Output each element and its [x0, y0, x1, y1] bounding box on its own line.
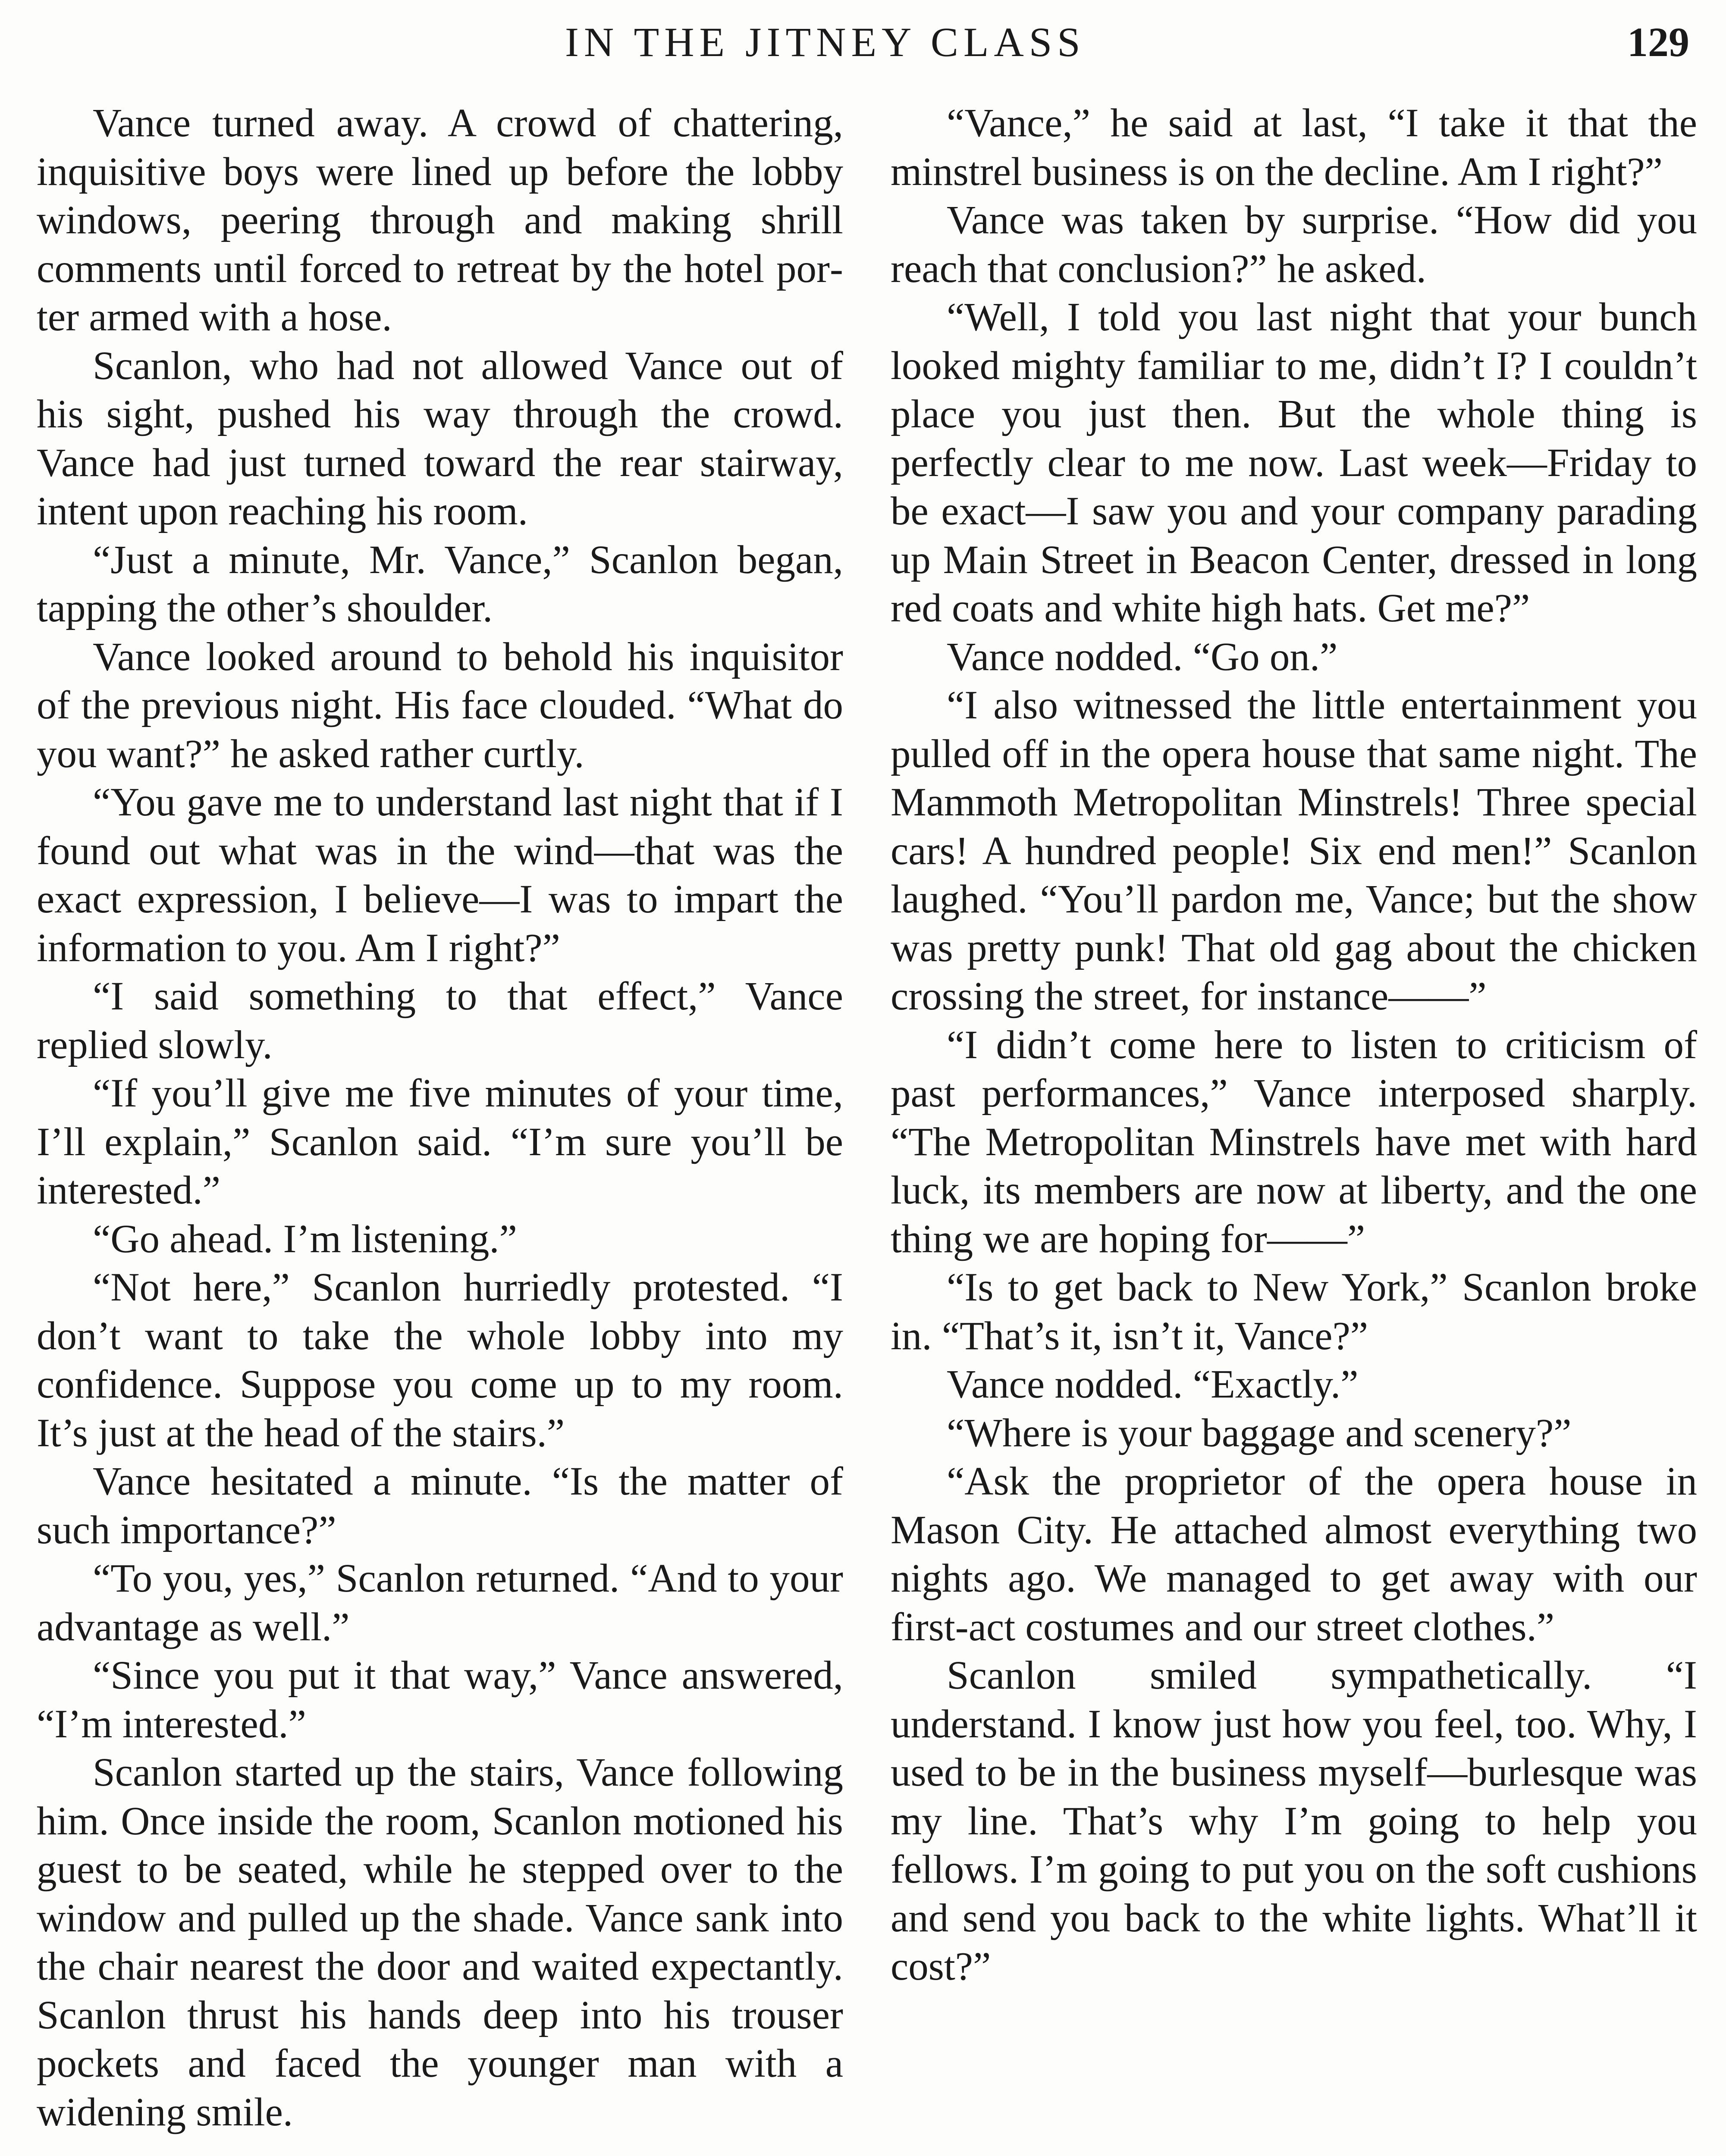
left-column	[37, 99, 843, 2137]
paragraph: “Since you put it that way,” Vance answered, “I’m interested.”	[37, 1653, 843, 1746]
paragraph: “You gave me to understand last night that if I found out what was in the wind—that was the exact expression, I believe—I was to impart the information to you. Am I right?”	[37, 780, 843, 970]
paragraph: Vance was taken by surprise. “How did you reach that conclusion?” he asked.	[891, 198, 1697, 291]
paragraph: “Is to get back to New York,” Scanlon broke in. “That’s it, isn’t it, Vance?”	[891, 1265, 1697, 1358]
paragraph: “If you’ll give me five minutes of your time, I’ll explain,” Scanlon said. “I’m sure you’ll be interested.”	[37, 1071, 843, 1213]
paragraph: Vance nodded. “Exactly.”	[947, 1362, 1359, 1407]
paragraph: “Where is your baggage and scenery?”	[947, 1410, 1572, 1455]
paragraph: “Ask the proprietor of the opera house in Mason City. He attached almost everything two nights ago. We managed to get away with our first-act costumes and our street clothes.”	[891, 1459, 1697, 1649]
paragraph: “Just a minute, Mr. Vance,” Scanlon began, tapping the other’s shoulder.	[37, 537, 843, 630]
paragraph: Vance hesitated a minute. “Is the matter of such importance?”	[37, 1459, 843, 1552]
paragraph: Vance nodded. “Go on.”	[947, 634, 1338, 679]
paragraph: Scanlon smiled sympathetically. “I understand. I know just how you feel, too. Why, I used to be in the business myself—burlesque was my line. That’s why I’m going to help you fellows. I’m going to put you on the soft cushions and send you back to the white lights. What’ll it cost?”	[891, 1653, 1697, 1989]
paragraph: “Not here,” Scanlon hurriedly protested. “I don’t want to take the whole lobby into my confidence. Suppose you come up to my room. It’s just at the head of the stairs.”	[37, 1265, 843, 1455]
right-column	[891, 99, 1697, 1991]
paragraph: “I didn’t come here to listen to criticism of past performances,” Vance interposed sharply. “The Metropolitan Minstrels have met with hard luck, its members are now at liberty, and the one thing we are hoping for——”	[891, 1022, 1697, 1261]
paragraph: Scanlon started up the stairs, Vance following him. Once inside the room, Scanlon motioned his guest to be seated, while he stepped over to the window and pulled up the shade. Vance sank into the chair nearest the door and waited expectantly. Scanlon thrust his hands deep into his trouser pockets and faced the younger man with a widening smile.	[37, 1750, 843, 2134]
paragraph: Scanlon, who had not allowed Vance out of his sight, pushed his way through the crowd. Vance had just turned toward the rear stairway, intent upon reaching his room.	[37, 343, 843, 533]
running-title: IN THE JITNEY CLASS	[565, 19, 1086, 65]
paragraph: Vance looked around to behold his inquisitor of the previous night. His face clouded. “What do you want?” he asked rather curtly.	[37, 634, 843, 776]
paragraph: “I also witnessed the little entertainment you pulled off in the opera house that same night. The Mammoth Metropolitan Minstrels! Three special cars! A hundred people! Six end men!” Scanlon laughed. “You’ll pardon me, Vance; but the show was pretty punk! That old gag about the chicken crossing the street, for instance——”	[891, 683, 1697, 1018]
paragraph: “To you, yes,” Scanlon returned. “And to your advantage as well.”	[37, 1556, 843, 1649]
running-header	[0, 16, 1726, 68]
paragraph: “I said something to that effect,” Vance replied slowly.	[37, 974, 843, 1067]
paragraph: Vance turned away. A crowd of chattering, inquisitive boys were lined up before the lobby windows, peering through and making shrill comments until forced to retreat by the hotel porter armed with a hose.	[37, 101, 843, 339]
paragraph: “Well, I told you last night that your bunch looked mighty familiar to me, didn’t I? I couldn’t place you just then. But the whole thing is perfectly clear to me now. Last week—Friday to be exact—I saw you and your company parading up Main Street in Beacon Center, dressed in long red coats and white high hats. Get me?”	[891, 295, 1697, 630]
page-number: 129	[1627, 19, 1689, 65]
paragraph: “Vance,” he said at last, “I take it that the minstrel business is on the decline. Am I right?”	[891, 101, 1697, 194]
paragraph: “Go ahead. I’m listening.”	[93, 1216, 517, 1261]
